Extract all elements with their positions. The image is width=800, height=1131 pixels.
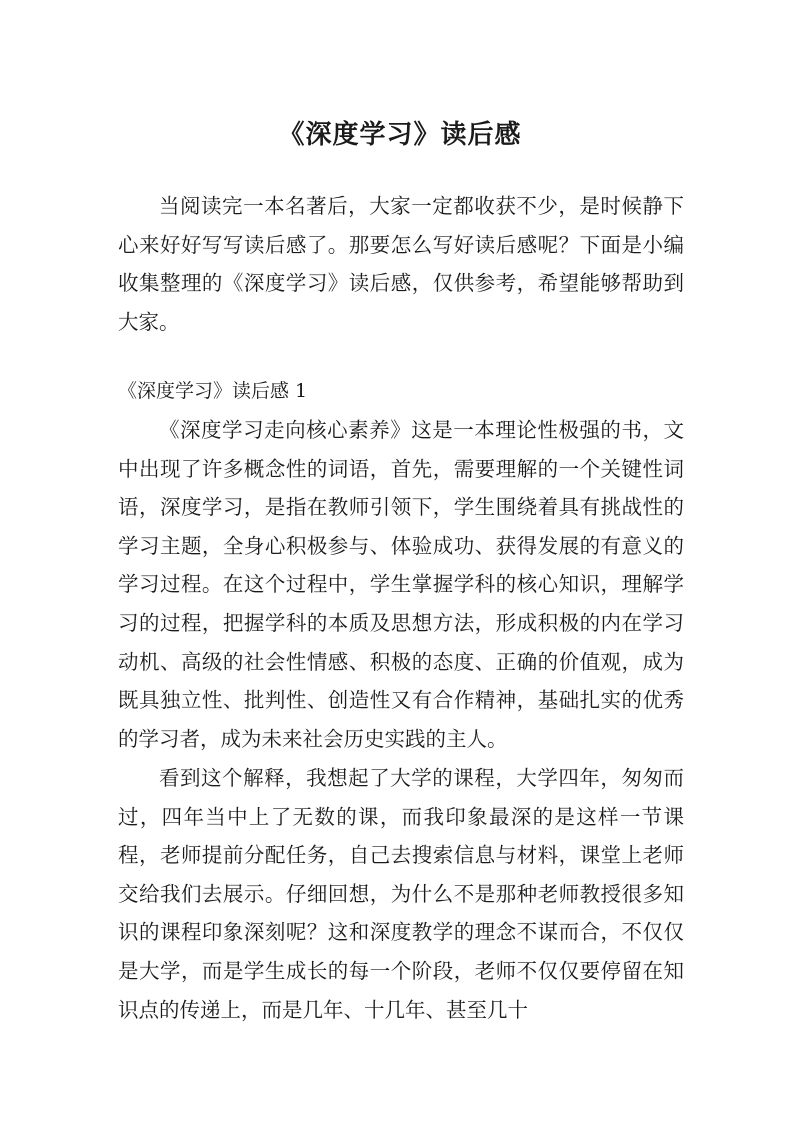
intro-paragraph: 当阅读完一本名著后，大家一定都收获不少，是时候静下心来好好写写读后感了。那要怎么写好读后感呢？下面是小编收集整理的《深度学习》读后感，仅供参考，希望能够帮助到大家。 [118, 194, 684, 334]
body-paragraph-1: 《深度学习走向核心素养》这是一本理论性极强的书，文中出现了许多概念性的词语，首先，需要理解的一个关键性词语，深度学习，是指在教师引领下，学生围绕着具有挑战性的学习主题，全身心积极参与、体验成功、获得发展的有意义的学习过程。在这个过程中，学生掌握学科的核心知识，理解学习的过程，把握学科的本质及思想方法，形成积极的内在学习动机、高级的社会性情感、积极的态度、正确的价值观，成为既具独立性、批判性、创造性又有合作精神，基础扎实的优秀的学习者，成为未来社会历史实践的主人。 [118, 418, 684, 751]
document-title: 《深度学习》读后感 [278, 120, 522, 151]
body-paragraph-2: 看到这个解释，我想起了大学的课程，大学四年，匆匆而过，四年当中上了无数的课，而我印象最深的是这样一节课程，老师提前分配任务，自己去搜索信息与材料，课堂上老师交给我们去展示。仔细回想，为什么不是那种老师教授很多知识的课程印象深刻呢？这和深度教学的理念不谋而合，不仅仅是大学，而是学生成长的每一个阶段，老师不仅仅要停留在知识点的传递上，而是几年、十几年、甚至几十 [118, 766, 684, 1022]
section-heading: 《深度学习》读后感 1 [118, 380, 308, 402]
